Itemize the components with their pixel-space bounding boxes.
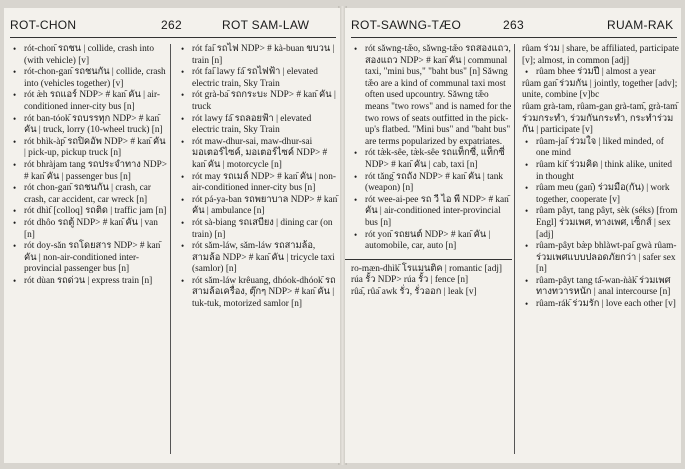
dictionary-entry: • rót fai᷇ รถไฟ NDP> # kà-buan ขบวน | train [n]	[181, 44, 335, 66]
dictionary-entry: • rót tǎng᷇ รถถัง NDP> # kan᷇ คัน | tank (weapon) [n]	[354, 171, 504, 194]
dictionary-entry: • rót yon᷇ รถยนต์ NDP> # kan᷇ คัน | automobile, car, auto [n]	[354, 229, 491, 252]
dictionary-entry: • rót dhôo รถตู้ NDP> # kan᷇ คัน | van [n]	[13, 217, 158, 240]
left-column-divider	[170, 44, 171, 454]
dictionary-entry: • rót dùan รถด่วน | express train [n]	[13, 275, 153, 286]
dictionary-entry: rúa รั้ว NDP> rúa รั้ว | fence [n]	[351, 275, 469, 286]
left-page-number: 262	[161, 18, 182, 32]
left-column-1	[4, 44, 168, 287]
dictionary-entry: • rót bhìk-àp᷇ รถปิคอัพ NDP> # kan᷇ คัน | pick-up, pickup truck [n]	[13, 136, 166, 159]
dictionary-entry: rûam grà-tam, rûam-gan grà-tam᷇, grà-tam᷇ ร่วมกระทำ, ร่วมกันกระทำ, กระทำร่วมกัน | participate [v]	[522, 101, 678, 136]
right-column-1	[345, 44, 512, 298]
right-page	[345, 8, 681, 463]
dictionary-entry: • rót may รถเมล์ NDP> # kan᷇ คัน | non-air-conditioned inner-city bus [n]	[181, 171, 336, 194]
dictionary-entry: rûa᷇, rûa᷇ awk รั่ว, รั่วออก | leak [v]	[351, 286, 477, 297]
left-page-header	[4, 18, 340, 36]
dictionary-entry: • rót chon-gan᷇ รถชนกัน | crash, car crash, car accident, car wreck [n]	[13, 183, 151, 205]
left-column-2	[172, 44, 338, 311]
dictionary-entry: • rót sǎm-láw, sǎm-láw รถสามล้อ, สามล้อ NDP> # kan᷇ คัน | tricycle taxi (samlor) [n]	[181, 241, 335, 275]
dictionary-entry: • rûam-rák᷇ ร่วมรัก | love each other [v]	[525, 299, 676, 310]
right-page-header	[345, 18, 681, 36]
dictionary-entry: • rót doy-sǎn รถโดยสาร NDP> # kan᷇ คัน | non-air-conditioned inter-provincial passenger bus [n]	[13, 241, 161, 275]
right-page-number: 263	[503, 18, 524, 32]
dictionary-entry: rûam ร่วม | share, be affiliated, participate [v]; almost, in common [adj]	[522, 44, 679, 66]
dictionary-entry: • rûam pâyt, tang pâyt, sèk (séks) [from Engl] ร่วมเพศ, ทางเพศ, เซ็กส์ | sex [adj]	[525, 206, 678, 240]
dictionary-entry: • rûam-jai᷇ ร่วมใจ | liked minded, of one mind	[525, 136, 664, 159]
dictionary-entry: rûam gan᷇ ร่วมกัน | jointly, together [adv]; unite, combine [v]bc	[522, 78, 678, 101]
dictionary-entry: • rót grà-ba᷇ รถกระบะ NDP> # kan᷇ คัน | truck	[181, 90, 336, 112]
right-header-guide-word-last: RUAM-RAK	[607, 18, 674, 32]
right-column-divider	[514, 44, 515, 454]
dictionary-entry: • rót wee-ai-pee รถ วี ไอ พี NDP> # kan᷇ คัน | air-conditioned inter-provincial bus [n]	[354, 194, 509, 228]
right-header-rule	[351, 37, 677, 38]
dictionary-entry: • rót sà-biang รถเสบียง | dining car (on train) [n]	[181, 217, 333, 240]
dictionary-entry: • rót sǎm-láw krêuang, dhóok-dhóok᷇ รถสามล้อเครื่อง, ตุ๊กๆ NDP> # kan᷇ คัน | tuk-tuk, motorized samlor [n]	[181, 275, 336, 310]
dictionary-entry: ro-mæn-dhìk᷇ โรแมนติค | romantic [adj]	[351, 263, 503, 274]
dictionary-entry: • rûam meu (gan᷇) ร่วมมือ(กัน) | work together, cooperate [v]	[525, 183, 670, 205]
dictionary-entry: • rót lawy fá᷇ รถลอยฟ้า | elevated electric train, Sky Train	[181, 113, 312, 136]
dictionary-entry: • rót sǎwng-tæ̌o, sǎwng-tæ̌o รถสองแถว, สองแถว NDP> # kan᷇ คัน | communal taxi, "mini bus," "baht bus" [n] Sǎwng tæ̌o are a kind of communal taxi most often used upcountry. Sǎwng tæ̌o means "two rows" and is named for the two rows of seats outfitted in the pick-up's flatbed. "Mini bus" and "baht bus" are terms popularized by expatriates.	[354, 44, 512, 147]
left-header-rule	[10, 37, 336, 38]
dictionary-entry: • rót bhràjam tang รถประจำทาง NDP> # kan᷇ คัน | passenger bus [n]	[13, 159, 167, 182]
left-header-guide-word-first: ROT-CHON	[10, 18, 77, 32]
dictionary-entry: • rót ban-tóok᷇ รถบรรทุก NDP> # kan᷇ คัน | truck, lorry (10-wheel truck) [n]	[13, 113, 163, 136]
dictionary-entry: • rót æ̀h รถแอร์ NDP> # kan᷇ คัน | air-conditioned inner-city bus [n]	[13, 90, 161, 112]
left-header-guide-word-last: ROT SAM-LAW	[222, 18, 310, 32]
right-column-2	[516, 44, 679, 311]
dictionary-entry: • rót tæ̀k-sêe, tæ̀k-sêe รถแท็กซี่, แท็กซี่ NDP> # kan᷇ คัน | cab, taxi [n]	[354, 148, 505, 170]
right-header-guide-word-first: ROT-SAWNG-TÆO	[351, 18, 462, 32]
dictionary-entry: • rûam-pâyt bæ̀p bhlàwt-pai᷇ gwà rûam-ร่วมเพศแบบปลอดภัยกว่า | safer sex [n]	[525, 241, 677, 275]
dictionary-entry: • rûam-pâyt tang tá᷇-wan-ǹàk᷇ ร่วมเพศทางทวารหนัก | anal intercourse [n]	[525, 275, 671, 298]
section-rule	[345, 259, 512, 260]
dictionary-entry: • rót-chon᷇ รถชน | collide, crash into (with vehicle) [v]	[13, 44, 154, 66]
dictionary-entry: • rûam kít᷇ ร่วมคิด | think alike, united in thought	[525, 159, 673, 182]
left-page	[4, 8, 340, 463]
dictionary-entry: • rót-chon-gan᷇ รถชนกัน | collide, crash into (vehicles together) [v]	[13, 67, 166, 89]
dictionary-entry: • rót pá-ya-ban รถพยาบาล NDP> # kan᷇ คัน | ambulance [n]	[181, 194, 338, 217]
dictionary-entry: • rót fai᷇ lawy fá᷇ รถไฟฟ้า | elevated electric train, Sky Train	[181, 67, 318, 89]
dictionary-entry: • rûam bhee ร่วมปี | almost a year	[525, 67, 656, 78]
dictionary-entry: • rót dhìt᷇ [colloq] รถติด | traffic jam [n]	[13, 206, 167, 217]
dictionary-entry: • rót maw-dhur-sai, maw-dhur-sai มอเตอร์ไซค์, มอเตอร์ไซค์ NDP> # kan᷇ คัน | motorcycle [n]	[181, 136, 328, 170]
